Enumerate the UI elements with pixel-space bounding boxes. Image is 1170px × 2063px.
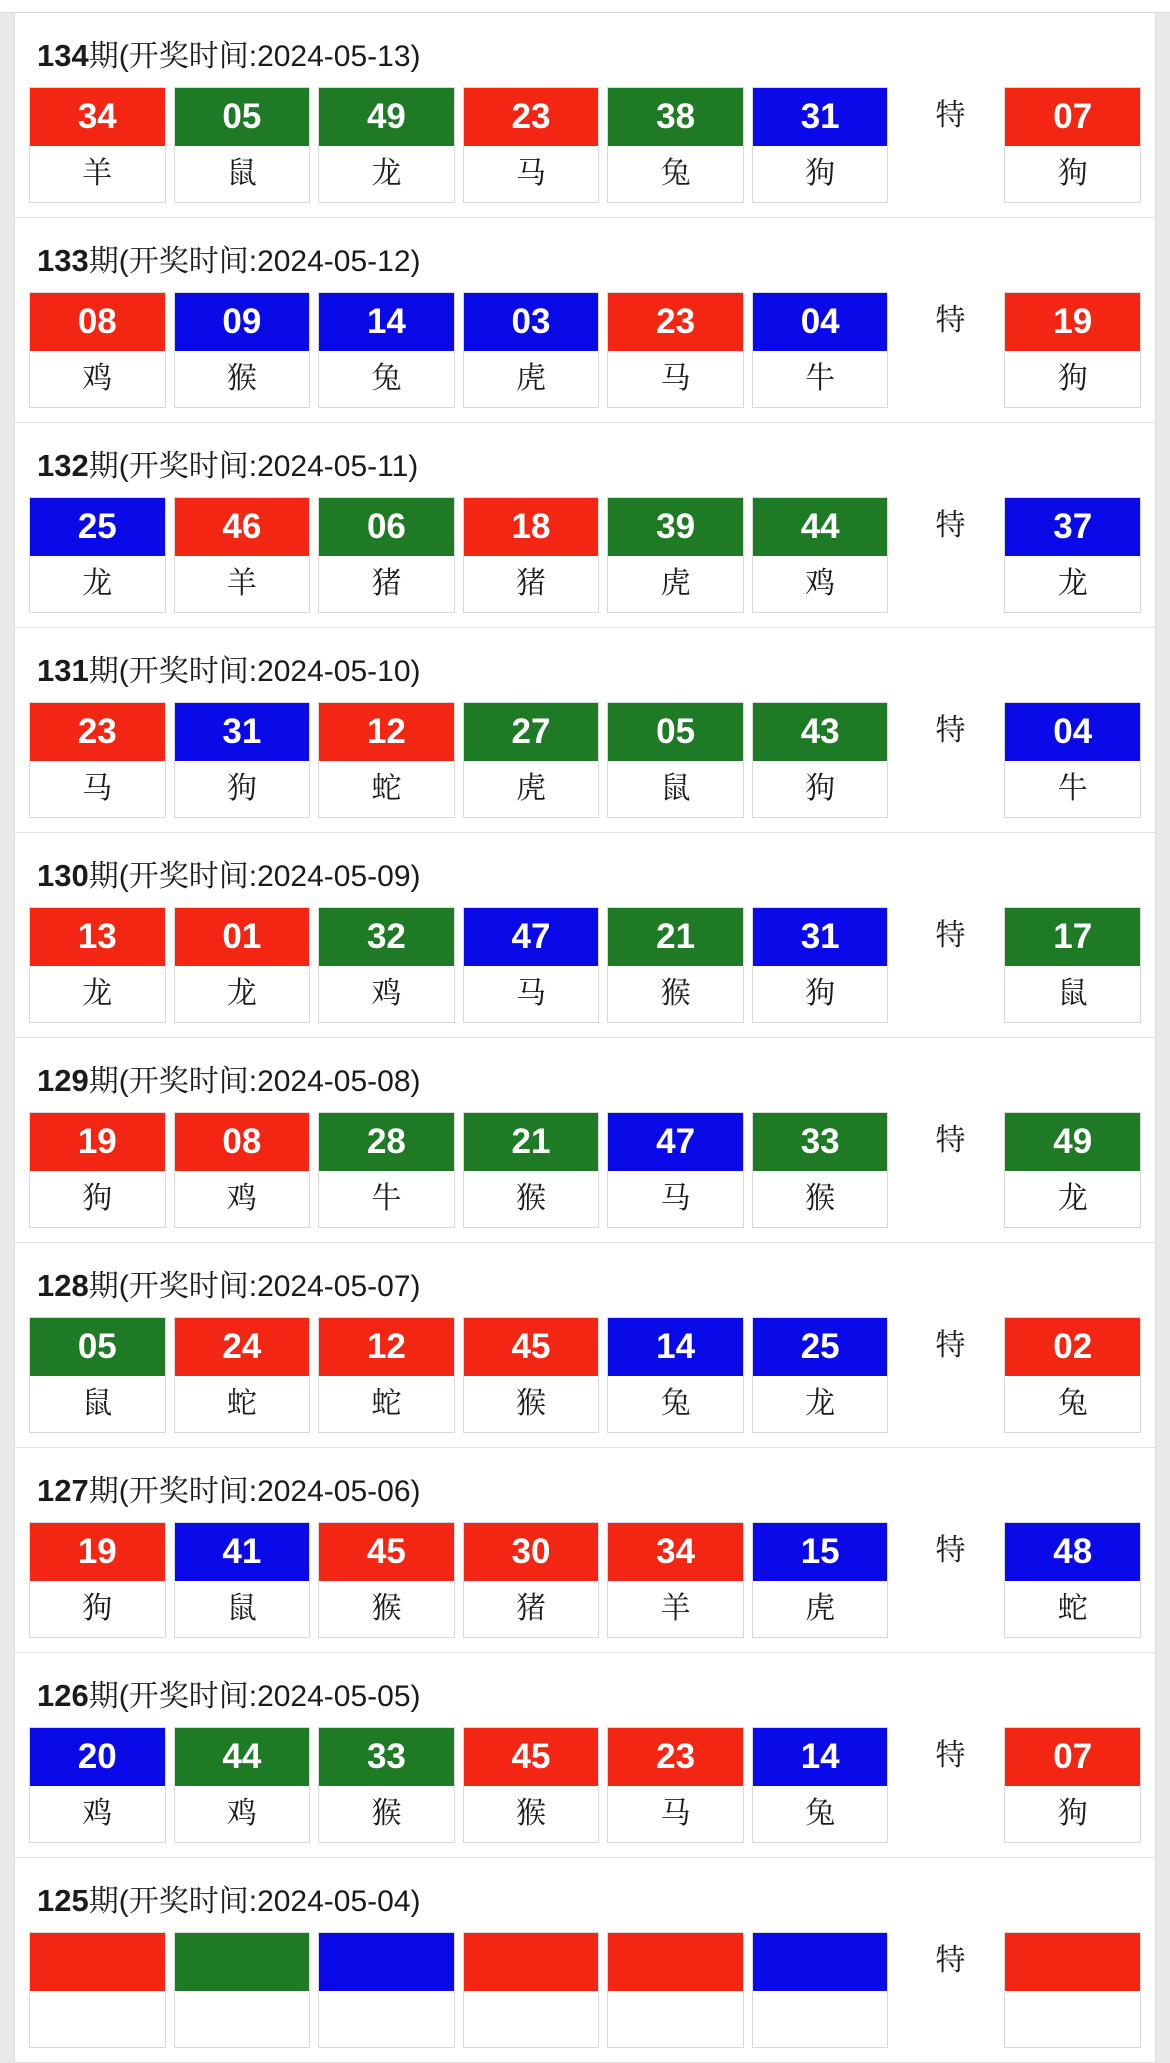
draw-title-suffix: ) bbox=[410, 1475, 421, 1508]
ball-number: 12 bbox=[319, 703, 454, 761]
ball-number: 34 bbox=[30, 88, 165, 146]
draw-issue-number: 128 bbox=[37, 1268, 89, 1303]
ball-number bbox=[319, 1933, 454, 1991]
ball-number: 05 bbox=[175, 88, 310, 146]
draw-list bbox=[14, 13, 1156, 2063]
ball-zodiac: 鸡 bbox=[30, 351, 165, 407]
special-ball bbox=[1004, 1727, 1141, 1843]
draw-title-suffix: ) bbox=[410, 1885, 421, 1918]
normal-ball bbox=[29, 1317, 166, 1433]
normal-ball bbox=[752, 1932, 889, 2048]
normal-ball bbox=[752, 1522, 889, 1638]
draw-title-suffix: ) bbox=[410, 40, 421, 73]
page-top-strip bbox=[0, 0, 1170, 13]
draw-block bbox=[15, 833, 1155, 1038]
normal-ball bbox=[174, 497, 311, 613]
special-ball-label: 特 bbox=[935, 99, 966, 132]
draw-title-suffix: ) bbox=[410, 1680, 421, 1713]
normal-ball bbox=[752, 292, 889, 408]
ball-number: 14 bbox=[608, 1318, 743, 1376]
ball-zodiac bbox=[30, 1991, 165, 2047]
normal-ball bbox=[463, 292, 600, 408]
ball-number bbox=[608, 1933, 743, 1991]
ball-zodiac: 猴 bbox=[319, 1786, 454, 1842]
ball-number bbox=[464, 1933, 599, 1991]
normal-ball bbox=[174, 1317, 311, 1433]
draw-title bbox=[15, 1653, 1155, 1727]
ball-number: 02 bbox=[1005, 1318, 1140, 1376]
ball-number: 24 bbox=[175, 1318, 310, 1376]
ball-zodiac: 狗 bbox=[753, 761, 888, 817]
ball-zodiac bbox=[1005, 1991, 1140, 2047]
ball-zodiac: 虎 bbox=[753, 1581, 888, 1637]
special-ball-label: 特 bbox=[935, 509, 966, 542]
draw-title-suffix: ) bbox=[410, 245, 421, 278]
ball-number: 23 bbox=[464, 88, 599, 146]
ball-number: 19 bbox=[30, 1113, 165, 1171]
draw-title-suffix: ) bbox=[408, 450, 419, 483]
ball-zodiac: 狗 bbox=[753, 146, 888, 202]
ball-number: 08 bbox=[175, 1113, 310, 1171]
normal-ball bbox=[29, 1727, 166, 1843]
draw-block bbox=[15, 1448, 1155, 1653]
draw-title-prefix: 期(开奖时间: bbox=[88, 860, 258, 893]
ball-number: 33 bbox=[319, 1728, 454, 1786]
draw-issue-number: 132 bbox=[37, 448, 89, 483]
ball-number: 04 bbox=[753, 293, 888, 351]
ball-zodiac: 马 bbox=[608, 1171, 743, 1227]
ball-zodiac: 鼠 bbox=[30, 1376, 165, 1432]
ball-zodiac: 蛇 bbox=[175, 1376, 310, 1432]
draw-date: 2024-05-12 bbox=[257, 245, 411, 278]
ball-zodiac: 马 bbox=[464, 146, 599, 202]
normal-ball bbox=[607, 1112, 744, 1228]
ball-number: 43 bbox=[753, 703, 888, 761]
normal-ball bbox=[463, 497, 600, 613]
normal-ball bbox=[607, 1932, 744, 2048]
draw-issue-number: 131 bbox=[37, 653, 89, 688]
normal-ball bbox=[752, 1112, 889, 1228]
ball-zodiac: 鸡 bbox=[175, 1171, 310, 1227]
ball-number: 31 bbox=[753, 908, 888, 966]
normal-ball bbox=[463, 1317, 600, 1433]
normal-ball bbox=[752, 87, 889, 203]
draw-block bbox=[15, 218, 1155, 423]
special-ball bbox=[1004, 1932, 1141, 2048]
draw-title bbox=[15, 1858, 1155, 1932]
ball-zodiac: 龙 bbox=[1005, 556, 1140, 612]
ball-number: 45 bbox=[319, 1523, 454, 1581]
draw-block bbox=[15, 1653, 1155, 1858]
ball-zodiac bbox=[753, 1991, 888, 2047]
ball-zodiac: 龙 bbox=[319, 146, 454, 202]
draw-title bbox=[15, 218, 1155, 292]
draw-title-suffix: ) bbox=[410, 1065, 421, 1098]
draw-title-prefix: 期(开奖时间: bbox=[88, 245, 258, 278]
ball-number: 41 bbox=[175, 1523, 310, 1581]
ball-zodiac: 兔 bbox=[753, 1786, 888, 1842]
draw-balls-row bbox=[15, 702, 1155, 818]
ball-zodiac: 鸡 bbox=[753, 556, 888, 612]
draw-title-prefix: 期(开奖时间: bbox=[88, 40, 258, 73]
ball-zodiac: 虎 bbox=[608, 556, 743, 612]
draw-date: 2024-05-08 bbox=[257, 1065, 411, 1098]
draw-date: 2024-05-10 bbox=[257, 655, 411, 688]
normal-ball bbox=[607, 702, 744, 818]
normal-ball bbox=[463, 1522, 600, 1638]
normal-ball bbox=[607, 1522, 744, 1638]
draw-balls-row bbox=[15, 497, 1155, 613]
special-ball bbox=[1004, 702, 1141, 818]
draw-balls-row bbox=[15, 87, 1155, 203]
ball-number: 04 bbox=[1005, 703, 1140, 761]
ball-number bbox=[30, 1933, 165, 1991]
special-ball-label: 特 bbox=[935, 1124, 966, 1157]
draw-balls-row bbox=[15, 1317, 1155, 1433]
ball-zodiac: 羊 bbox=[30, 146, 165, 202]
normal-ball bbox=[318, 1932, 455, 2048]
ball-zodiac: 马 bbox=[464, 966, 599, 1022]
draw-date: 2024-05-06 bbox=[257, 1475, 411, 1508]
ball-number: 06 bbox=[319, 498, 454, 556]
ball-zodiac: 兔 bbox=[1005, 1376, 1140, 1432]
draw-date: 2024-05-11 bbox=[257, 450, 409, 483]
draw-title-prefix: 期(开奖时间: bbox=[88, 450, 258, 483]
draw-title bbox=[15, 13, 1155, 87]
ball-number: 13 bbox=[30, 908, 165, 966]
special-ball-label: 特 bbox=[935, 1739, 966, 1772]
ball-number: 45 bbox=[464, 1728, 599, 1786]
ball-zodiac bbox=[175, 1991, 310, 2047]
draw-title-suffix: ) bbox=[410, 860, 421, 893]
ball-number: 31 bbox=[753, 88, 888, 146]
ball-number: 31 bbox=[175, 703, 310, 761]
ball-number: 07 bbox=[1005, 88, 1140, 146]
ball-number: 49 bbox=[319, 88, 454, 146]
special-ball-label: 特 bbox=[935, 714, 966, 747]
ball-zodiac: 鼠 bbox=[175, 1581, 310, 1637]
draw-balls-row bbox=[15, 292, 1155, 408]
normal-ball bbox=[29, 702, 166, 818]
draw-block bbox=[15, 13, 1155, 218]
special-ball bbox=[1004, 1317, 1141, 1433]
ball-zodiac bbox=[608, 1991, 743, 2047]
normal-ball bbox=[318, 1522, 455, 1638]
normal-ball bbox=[29, 87, 166, 203]
ball-zodiac: 狗 bbox=[1005, 351, 1140, 407]
ball-number bbox=[175, 1933, 310, 1991]
ball-number: 09 bbox=[175, 293, 310, 351]
draw-title-prefix: 期(开奖时间: bbox=[88, 1680, 258, 1713]
ball-number: 21 bbox=[608, 908, 743, 966]
ball-zodiac: 蛇 bbox=[319, 1376, 454, 1432]
ball-zodiac: 蛇 bbox=[319, 761, 454, 817]
ball-number: 14 bbox=[753, 1728, 888, 1786]
draw-block bbox=[15, 423, 1155, 628]
normal-ball bbox=[174, 1727, 311, 1843]
ball-zodiac bbox=[464, 1991, 599, 2047]
ball-zodiac: 兔 bbox=[608, 146, 743, 202]
normal-ball bbox=[752, 907, 889, 1023]
normal-ball bbox=[607, 907, 744, 1023]
normal-ball bbox=[29, 1522, 166, 1638]
ball-number: 39 bbox=[608, 498, 743, 556]
ball-zodiac: 狗 bbox=[753, 966, 888, 1022]
draw-title bbox=[15, 1038, 1155, 1112]
ball-zodiac: 牛 bbox=[1005, 761, 1140, 817]
ball-number: 30 bbox=[464, 1523, 599, 1581]
ball-number bbox=[753, 1933, 888, 1991]
normal-ball bbox=[318, 292, 455, 408]
draw-title bbox=[15, 1448, 1155, 1522]
ball-number: 47 bbox=[464, 908, 599, 966]
ball-zodiac: 猴 bbox=[175, 351, 310, 407]
ball-number: 23 bbox=[608, 1728, 743, 1786]
ball-number: 25 bbox=[753, 1318, 888, 1376]
draw-title-prefix: 期(开奖时间: bbox=[88, 655, 258, 688]
ball-zodiac: 狗 bbox=[30, 1171, 165, 1227]
ball-zodiac: 狗 bbox=[1005, 1786, 1140, 1842]
ball-number: 46 bbox=[175, 498, 310, 556]
ball-number: 37 bbox=[1005, 498, 1140, 556]
ball-zodiac: 兔 bbox=[319, 351, 454, 407]
draw-date: 2024-05-07 bbox=[257, 1270, 411, 1303]
ball-number: 19 bbox=[1005, 293, 1140, 351]
ball-zodiac: 羊 bbox=[608, 1581, 743, 1637]
ball-number: 27 bbox=[464, 703, 599, 761]
ball-number: 45 bbox=[464, 1318, 599, 1376]
special-ball bbox=[1004, 1522, 1141, 1638]
normal-ball bbox=[318, 702, 455, 818]
ball-zodiac: 猪 bbox=[464, 556, 599, 612]
normal-ball bbox=[318, 87, 455, 203]
draw-balls-row bbox=[15, 1522, 1155, 1638]
ball-zodiac: 龙 bbox=[1005, 1171, 1140, 1227]
draw-balls-row bbox=[15, 1932, 1155, 2048]
special-ball-label: 特 bbox=[935, 304, 966, 337]
normal-ball bbox=[752, 702, 889, 818]
ball-zodiac: 狗 bbox=[30, 1581, 165, 1637]
ball-number: 20 bbox=[30, 1728, 165, 1786]
special-ball-label: 特 bbox=[935, 1944, 966, 1977]
ball-number: 23 bbox=[30, 703, 165, 761]
normal-ball bbox=[174, 1522, 311, 1638]
ball-number: 28 bbox=[319, 1113, 454, 1171]
ball-number bbox=[1005, 1933, 1140, 1991]
normal-ball bbox=[607, 1727, 744, 1843]
ball-number: 05 bbox=[30, 1318, 165, 1376]
draw-block bbox=[15, 628, 1155, 833]
ball-zodiac: 龙 bbox=[175, 966, 310, 1022]
special-ball-label: 特 bbox=[935, 1534, 966, 1567]
draw-title bbox=[15, 423, 1155, 497]
normal-ball bbox=[463, 907, 600, 1023]
ball-zodiac bbox=[319, 1991, 454, 2047]
normal-ball bbox=[29, 1932, 166, 2048]
ball-number: 34 bbox=[608, 1523, 743, 1581]
normal-ball bbox=[752, 497, 889, 613]
special-ball-label: 特 bbox=[935, 1329, 966, 1362]
ball-number: 44 bbox=[753, 498, 888, 556]
ball-number: 33 bbox=[753, 1113, 888, 1171]
ball-number: 12 bbox=[319, 1318, 454, 1376]
ball-number: 38 bbox=[608, 88, 743, 146]
special-ball bbox=[1004, 907, 1141, 1023]
ball-zodiac: 羊 bbox=[175, 556, 310, 612]
normal-ball bbox=[752, 1727, 889, 1843]
ball-number: 32 bbox=[319, 908, 454, 966]
ball-number: 05 bbox=[608, 703, 743, 761]
normal-ball bbox=[463, 1112, 600, 1228]
ball-zodiac: 牛 bbox=[319, 1171, 454, 1227]
normal-ball bbox=[752, 1317, 889, 1433]
ball-zodiac: 马 bbox=[608, 351, 743, 407]
special-ball bbox=[1004, 1112, 1141, 1228]
normal-ball bbox=[174, 907, 311, 1023]
ball-zodiac: 龙 bbox=[30, 556, 165, 612]
normal-ball bbox=[29, 497, 166, 613]
draw-date: 2024-05-04 bbox=[257, 1885, 411, 1918]
special-ball-label: 特 bbox=[935, 919, 966, 952]
normal-ball bbox=[607, 292, 744, 408]
normal-ball bbox=[318, 1112, 455, 1228]
ball-number: 15 bbox=[753, 1523, 888, 1581]
ball-number: 03 bbox=[464, 293, 599, 351]
draw-title-prefix: 期(开奖时间: bbox=[88, 1475, 258, 1508]
ball-zodiac: 鸡 bbox=[30, 1786, 165, 1842]
ball-zodiac: 猪 bbox=[319, 556, 454, 612]
draw-issue-number: 125 bbox=[37, 1883, 89, 1918]
normal-ball bbox=[174, 292, 311, 408]
draw-block bbox=[15, 1243, 1155, 1448]
special-ball bbox=[1004, 497, 1141, 613]
ball-zodiac: 龙 bbox=[753, 1376, 888, 1432]
draw-balls-row bbox=[15, 1727, 1155, 1843]
normal-ball bbox=[174, 1112, 311, 1228]
special-ball bbox=[1004, 292, 1141, 408]
ball-zodiac: 猴 bbox=[464, 1171, 599, 1227]
draw-issue-number: 126 bbox=[37, 1678, 89, 1713]
draw-block bbox=[15, 1038, 1155, 1243]
ball-zodiac: 牛 bbox=[753, 351, 888, 407]
ball-zodiac: 狗 bbox=[1005, 146, 1140, 202]
draw-title bbox=[15, 1243, 1155, 1317]
ball-number: 19 bbox=[30, 1523, 165, 1581]
ball-zodiac: 猪 bbox=[464, 1581, 599, 1637]
ball-number: 07 bbox=[1005, 1728, 1140, 1786]
normal-ball bbox=[29, 292, 166, 408]
ball-zodiac: 猴 bbox=[464, 1376, 599, 1432]
draw-balls-row bbox=[15, 1112, 1155, 1228]
normal-ball bbox=[318, 497, 455, 613]
draw-date: 2024-05-05 bbox=[257, 1680, 411, 1713]
draw-issue-number: 134 bbox=[37, 38, 89, 73]
ball-zodiac: 猴 bbox=[464, 1786, 599, 1842]
draw-title-prefix: 期(开奖时间: bbox=[88, 1885, 258, 1918]
ball-zodiac: 虎 bbox=[464, 351, 599, 407]
draw-block bbox=[15, 1858, 1155, 2063]
ball-zodiac: 鼠 bbox=[1005, 966, 1140, 1022]
normal-ball bbox=[174, 1932, 311, 2048]
ball-zodiac: 龙 bbox=[30, 966, 165, 1022]
normal-ball bbox=[318, 1727, 455, 1843]
ball-number: 44 bbox=[175, 1728, 310, 1786]
draw-title bbox=[15, 833, 1155, 907]
ball-zodiac: 鸡 bbox=[175, 1786, 310, 1842]
ball-number: 48 bbox=[1005, 1523, 1140, 1581]
normal-ball bbox=[463, 87, 600, 203]
normal-ball bbox=[174, 702, 311, 818]
draw-date: 2024-05-13 bbox=[257, 40, 411, 73]
normal-ball bbox=[607, 497, 744, 613]
draw-title-suffix: ) bbox=[410, 655, 421, 688]
ball-number: 01 bbox=[175, 908, 310, 966]
draw-title-prefix: 期(开奖时间: bbox=[88, 1270, 258, 1303]
ball-zodiac: 猴 bbox=[319, 1581, 454, 1637]
draw-title bbox=[15, 628, 1155, 702]
draw-issue-number: 129 bbox=[37, 1063, 89, 1098]
ball-number: 25 bbox=[30, 498, 165, 556]
ball-zodiac: 虎 bbox=[464, 761, 599, 817]
ball-number: 23 bbox=[608, 293, 743, 351]
normal-ball bbox=[607, 1317, 744, 1433]
ball-number: 14 bbox=[319, 293, 454, 351]
ball-zodiac: 马 bbox=[608, 1786, 743, 1842]
draw-date: 2024-05-09 bbox=[257, 860, 411, 893]
special-ball bbox=[1004, 87, 1141, 203]
ball-zodiac: 狗 bbox=[175, 761, 310, 817]
ball-zodiac: 马 bbox=[30, 761, 165, 817]
draw-title-suffix: ) bbox=[410, 1270, 421, 1303]
ball-number: 49 bbox=[1005, 1113, 1140, 1171]
ball-zodiac: 蛇 bbox=[1005, 1581, 1140, 1637]
normal-ball bbox=[463, 1932, 600, 2048]
ball-number: 47 bbox=[608, 1113, 743, 1171]
ball-zodiac: 兔 bbox=[608, 1376, 743, 1432]
ball-zodiac: 鼠 bbox=[175, 146, 310, 202]
normal-ball bbox=[463, 702, 600, 818]
ball-number: 18 bbox=[464, 498, 599, 556]
normal-ball bbox=[318, 1317, 455, 1433]
ball-number: 17 bbox=[1005, 908, 1140, 966]
draw-issue-number: 130 bbox=[37, 858, 89, 893]
ball-zodiac: 猴 bbox=[753, 1171, 888, 1227]
draw-issue-number: 127 bbox=[37, 1473, 89, 1508]
ball-number: 21 bbox=[464, 1113, 599, 1171]
normal-ball bbox=[318, 907, 455, 1023]
normal-ball bbox=[29, 907, 166, 1023]
draw-balls-row bbox=[15, 907, 1155, 1023]
normal-ball bbox=[174, 87, 311, 203]
normal-ball bbox=[607, 87, 744, 203]
ball-number: 08 bbox=[30, 293, 165, 351]
draw-title-prefix: 期(开奖时间: bbox=[88, 1065, 258, 1098]
normal-ball bbox=[29, 1112, 166, 1228]
normal-ball bbox=[463, 1727, 600, 1843]
ball-zodiac: 鼠 bbox=[608, 761, 743, 817]
ball-zodiac: 猴 bbox=[608, 966, 743, 1022]
draw-issue-number: 133 bbox=[37, 243, 89, 278]
ball-zodiac: 鸡 bbox=[319, 966, 454, 1022]
